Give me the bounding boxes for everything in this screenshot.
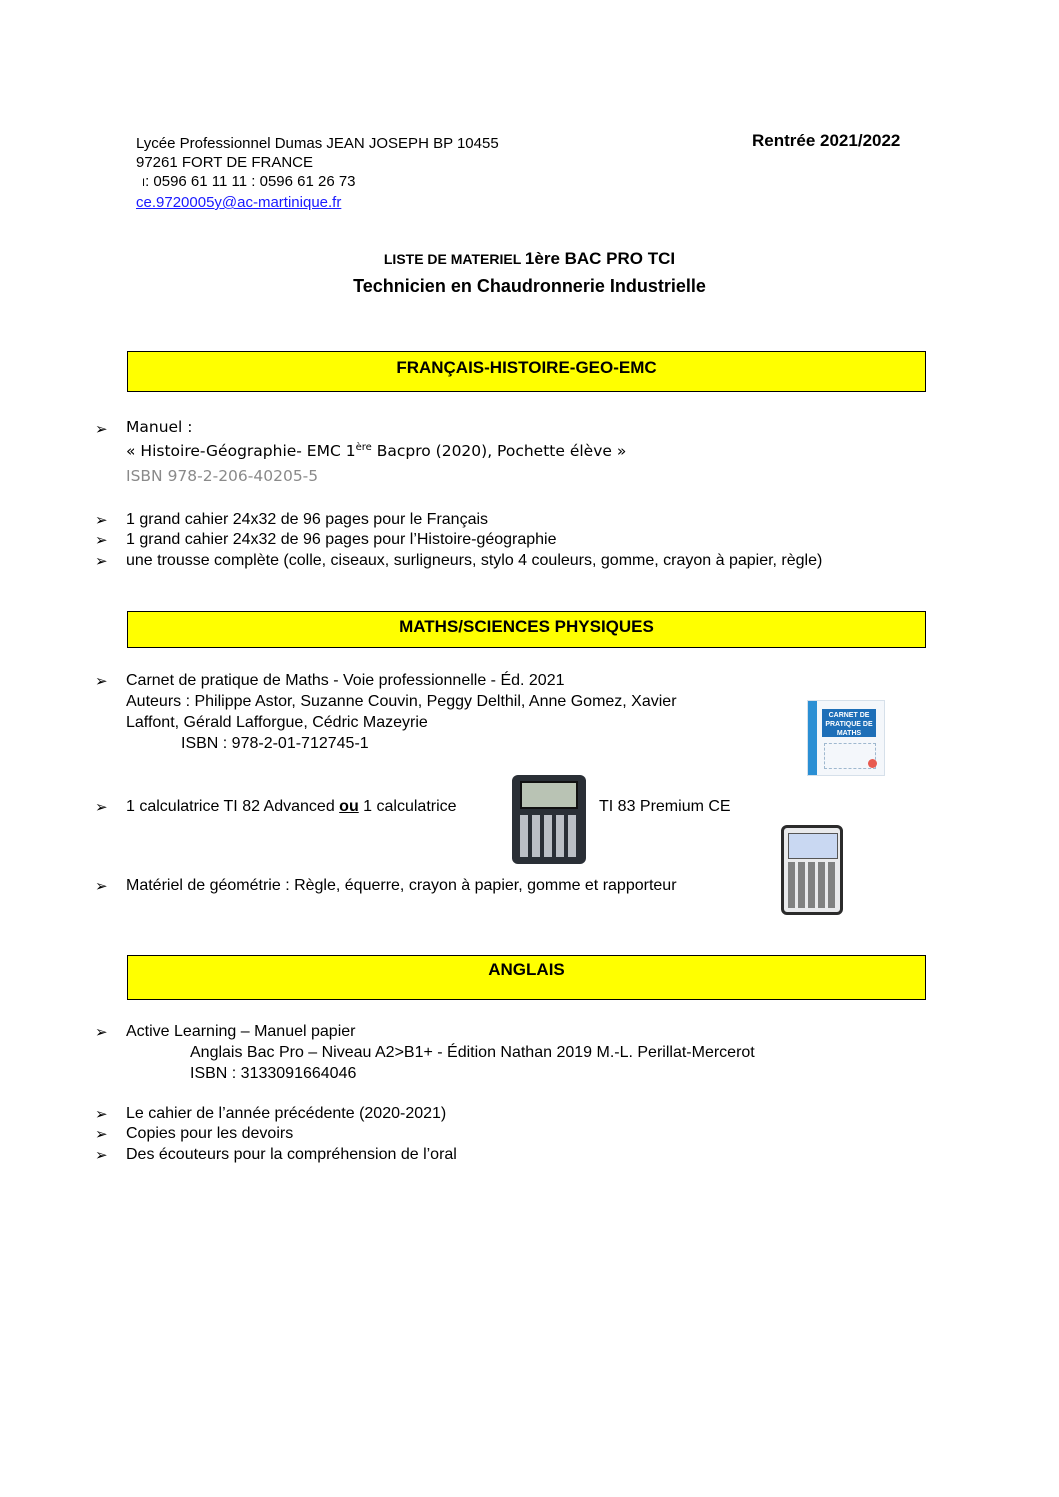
list-item: une trousse complète (colle, ciseaux, surligneurs, stylo 4 couleurs, gomme, crayon à papier, règle) [126, 552, 823, 569]
maths-book-authors: Auteurs : Philippe Astor, Suzanne Couvin, Peggy Delthil, Anne Gomez, Xavier [126, 693, 677, 710]
maths-book-cover-image [807, 700, 885, 776]
section-maths-heading: MATHS/SCIENCES PHYSIQUES [127, 611, 926, 648]
book-cover-sticker [868, 759, 877, 768]
calculator-item: 1 calculatrice TI 82 Advanced ou 1 calculatrice [126, 798, 457, 815]
english-book-title: Active Learning – Manuel papier [126, 1023, 356, 1040]
bullet-icon: ➢ [95, 420, 108, 438]
section-francais-heading: FRANÇAIS-HISTOIRE-GEO-EMC [127, 351, 926, 392]
manuel-isbn: ISBN 978-2-206-40205-5 [126, 467, 319, 485]
calculator-screen [788, 833, 838, 859]
bullet-icon: ➢ [95, 1125, 108, 1143]
school-address [136, 134, 499, 212]
book-cover-title: CARNET DE PRATIQUE DE MATHS [822, 709, 876, 737]
list-item: Le cahier de l’année précédente (2020-2021) [126, 1105, 447, 1122]
school-name: Lycée Professionnel Dumas JEAN JOSEPH BP 10455 [136, 135, 499, 152]
calculator-keys [520, 815, 578, 857]
manuel-label: Manuel : [126, 418, 193, 436]
page-title: LISTE DE MATERIEL 1ère BAC PRO TCI [383, 249, 676, 268]
bullet-icon: ➢ [95, 798, 108, 816]
ti82-calculator-image [512, 775, 586, 864]
calculator-screen [520, 781, 578, 809]
calculator-keys [788, 862, 836, 908]
school-phone: I: 0596 61 11 11 : 0596 61 26 73 [142, 173, 356, 190]
class-name: 1ère BAC PRO TCI [524, 249, 676, 268]
list-item: 1 grand cahier 24x32 de 96 pages pour l’Histoire-géographie [126, 531, 557, 548]
list-item: Des écouteurs pour la compréhension de l’oral [126, 1146, 457, 1163]
bullet-icon: ➢ [95, 511, 108, 529]
maths-book-isbn: ISBN : 978-2-01-712745-1 [181, 735, 369, 752]
email-link[interactable]: ce.9720005y@ac-martinique.fr [136, 194, 342, 211]
ti83-calculator-image [781, 825, 843, 915]
list-item: 1 grand cahier 24x32 de 96 pages pour le Français [126, 511, 489, 528]
maths-book-title: Carnet de pratique de Maths - Voie professionnelle - Éd. 2021 [126, 672, 565, 689]
page-subtitle: Technicien en Chaudronnerie Industrielle [353, 276, 706, 296]
school-year: Rentrée 2021/2022 [752, 131, 901, 150]
calc-or: ou [339, 798, 359, 815]
list-item: Copies pour les devoirs [126, 1125, 294, 1142]
bullet-icon: ➢ [95, 1105, 108, 1123]
english-book-isbn: ISBN : 3133091664046 [190, 1065, 357, 1082]
school-city: 97261 FORT DE FRANCE [136, 154, 314, 171]
bullet-icon: ➢ [95, 672, 108, 690]
bullet-icon: ➢ [95, 552, 108, 570]
bullet-icon: ➢ [95, 877, 108, 895]
bullet-icon: ➢ [95, 1023, 108, 1041]
calculator-item-2: TI 83 Premium CE [599, 798, 731, 815]
maths-book-authors-cont: Laffont, Gérald Lafforgue, Cédric Mazeyrie [126, 714, 428, 731]
phone-icon: I [142, 177, 146, 189]
bullet-icon: ➢ [95, 1146, 108, 1164]
section-anglais-heading: ANGLAIS [127, 955, 926, 1000]
book-spine [808, 701, 817, 775]
geometry-item: Matériel de géométrie : Règle, équerre, crayon à papier, gomme et rapporteur [126, 877, 677, 894]
bullet-icon: ➢ [95, 531, 108, 549]
manuel-title: « Histoire-Géographie- EMC 1ère Bacpro (2020), Pochette élève » [126, 442, 627, 461]
english-book-details: Anglais Bac Pro – Niveau A2>B1+ - Édition Nathan 2019 M.-L. Perillat-Mercerot [190, 1044, 755, 1061]
